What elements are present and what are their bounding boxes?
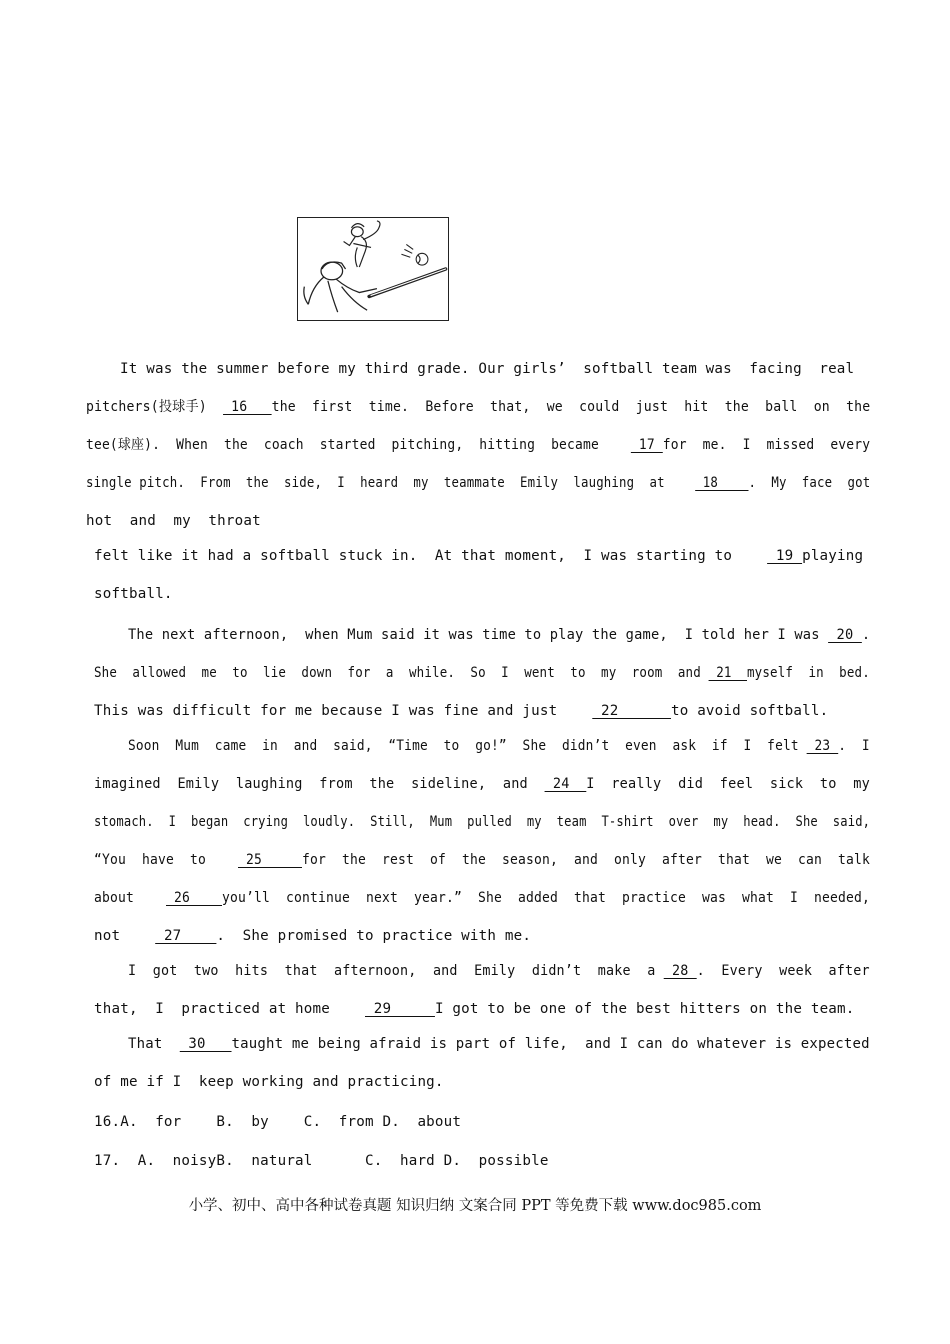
blank-16: 16 [223,399,272,415]
passage-line: that, I practiced at home 29 I got to be one of the best hitters on the team. [94,1001,855,1017]
passage-line: It was the summer before my third grade. Our girls’ softball team was facing real [120,361,855,377]
question-16: 16.A. for B. by C. from D. about [94,1114,462,1130]
question-17: 17. A. noisyB. natural C. hard D. possible [94,1153,549,1169]
softball-illustration [297,217,449,321]
blank-28: 28 [663,963,697,979]
blank-22: 22 [592,703,671,719]
blank-26: 26 [166,890,223,906]
passage-line: pitchers(投球手) 16 the first time. Before that, we could just hit the ball on the [86,399,871,415]
blank-18: 18 [695,475,749,491]
passage-line: hot and my throat [86,513,261,529]
blank-29: 29 [365,1001,435,1017]
passage-line: stomach. I began crying loudly. Still, Mum pulled my team T-shirt over my head. She said, [94,814,871,830]
blank-27: 27 [155,928,217,944]
passage-line: of me if I keep working and practicing. [94,1074,444,1090]
passage-line: tee(球座). When the coach started pitching, hitting became 17 for me. I missed every [86,437,871,453]
passage-line: This was difficult for me because I was fine and just 22 to avoid softball. [94,703,829,719]
passage-line: not 27 . She promised to practice with me. [94,928,532,944]
passage-line: single pitch. From the side, I heard my teammate Emily laughing at 18 . My face got [86,475,871,491]
passage-line: I got two hits that afternoon, and Emily didn’t make a 28 . Every week after [128,963,870,979]
passage-line: She allowed me to lie down for a while. So I went to my room and 21 myself in bed. [94,665,870,681]
passage-line: “You have to 25 for the rest of the season, and only after that we can talk [94,852,870,868]
blank-20: 20 [828,627,862,643]
blank-30: 30 [179,1036,232,1052]
passage-line: That 30 taught me being afraid is part of life, and I can do whatever is expected [128,1036,870,1052]
blank-23: 23 [806,738,839,754]
blank-19: 19 [767,548,803,564]
passage-line: Soon Mum came in and said, “Time to go!” She didn’t even ask if I felt 23 . I [128,738,870,754]
passage-line: felt like it had a softball stuck in. At that moment, I was starting to 19 playing [94,548,864,564]
blank-24: 24 [544,776,587,792]
softball-player-image [298,218,448,320]
passage-line: softball. [94,586,173,602]
blank-21: 21 [708,665,747,681]
blank-25: 25 [237,852,302,868]
blank-17: 17 [630,437,663,453]
passage-line: imagined Emily laughing from the sideline, and 24 I really did feel sick to my [94,776,870,792]
footer-banner: 小学、初中、高中各种试卷真题 知识归纳 文案合同 PPT 等免费下载 www.doc985.com [188,1198,762,1214]
passage-line: The next afternoon, when Mum said it was time to play the game, I told her I was 20 . [128,627,871,643]
passage-line: about 26 you’ll continue next year.” She added that practice was what I needed, [94,890,870,906]
